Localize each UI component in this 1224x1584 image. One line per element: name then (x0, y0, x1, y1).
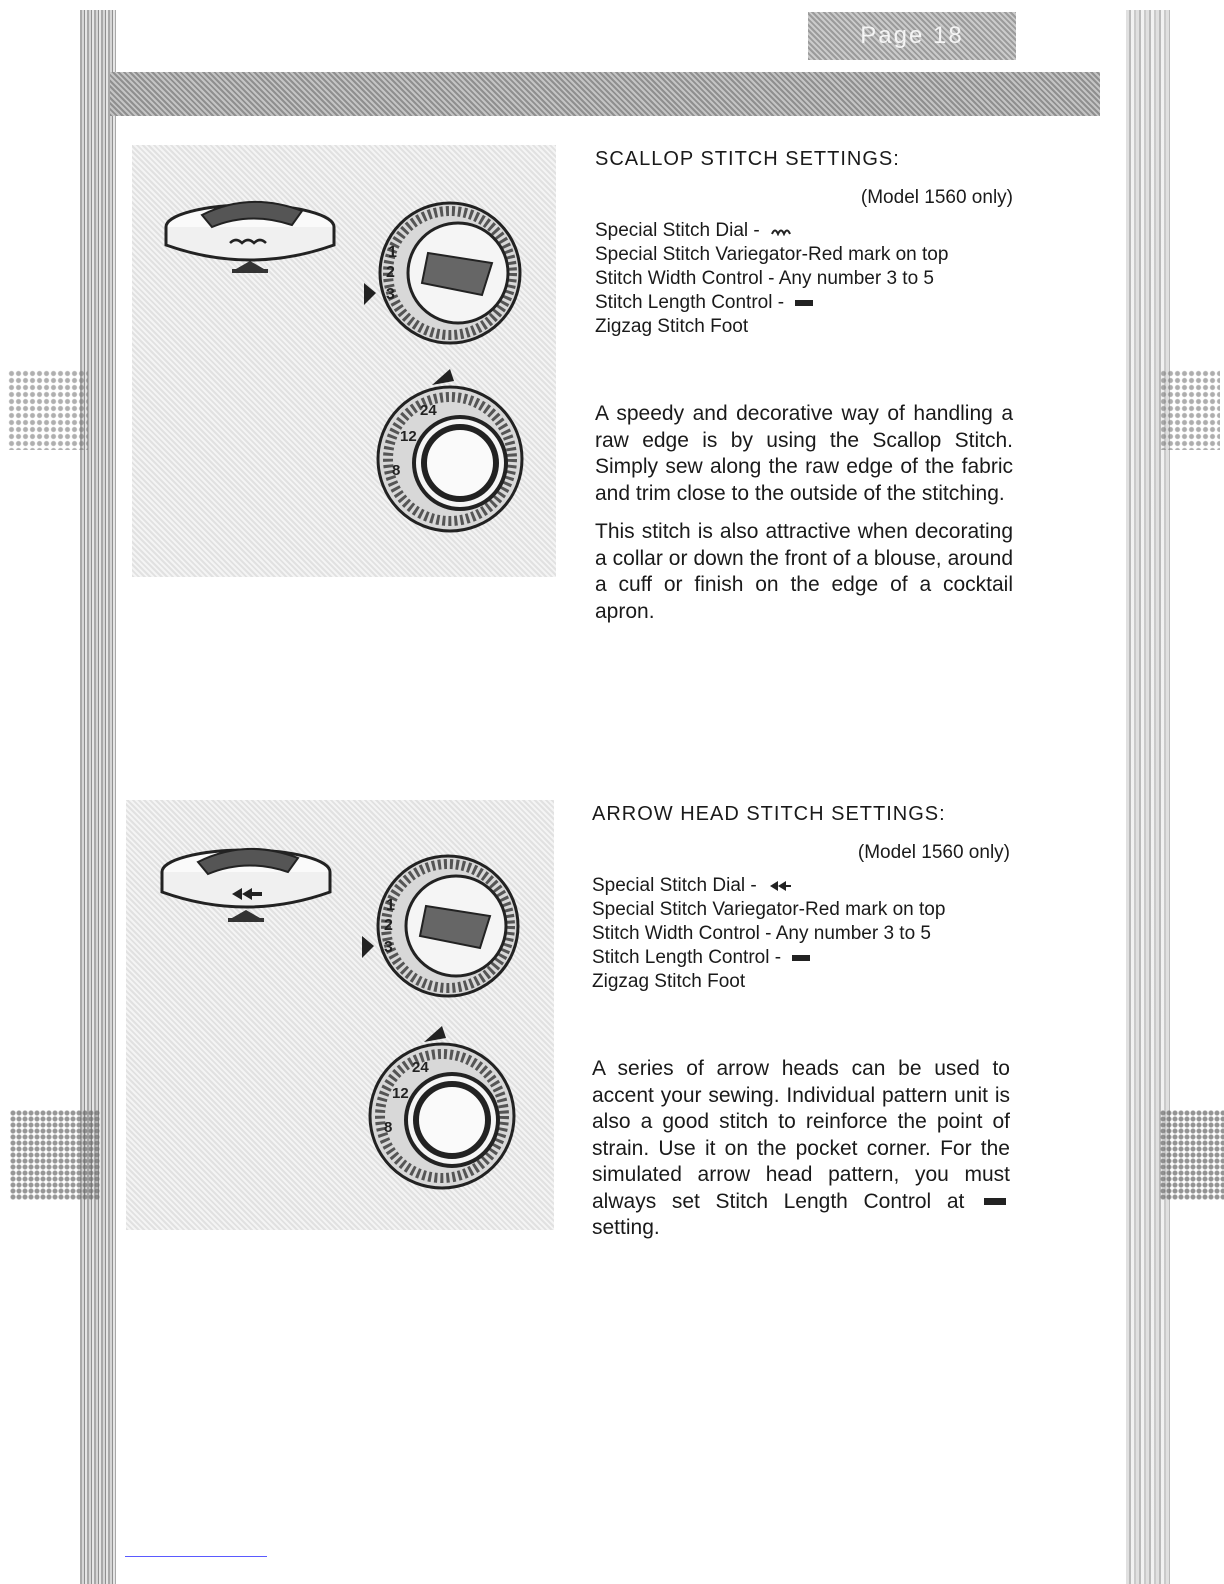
paragraph-text: A series of arrow heads can be used to accent your sewing. Individual pattern unit is also a good stitch to reinforce the point of strain. Use it on the pocket corner. For the simulated arrow head pattern, you must always set Stitch Length Control at (592, 1057, 1010, 1213)
stitch-length-dial-icon (378, 369, 522, 531)
setting-item: Special Stitch Variegator-Red mark on top (595, 244, 949, 265)
length-dial-number: 24 (420, 402, 437, 419)
model-note: (Model 1560 only) (860, 187, 1013, 208)
setting-item: Zigzag Stitch Foot (595, 316, 749, 337)
page-number: Page 18 (860, 22, 964, 49)
arrow-head-symbol-icon (768, 880, 792, 892)
length-dial-number: 8 (384, 1119, 393, 1136)
scallop-symbol-icon (771, 226, 793, 236)
bar-mark-icon (984, 1198, 1006, 1205)
setting-label: Stitch Length Control - (592, 947, 782, 968)
setting-label: Special Stitch Dial - (592, 875, 757, 896)
setting-label: Stitch Length Control - (595, 292, 785, 313)
setting-item: Stitch Width Control - Any number 3 to 5 (595, 268, 934, 289)
bar-mark-icon (795, 300, 813, 306)
scan-noise (10, 1110, 100, 1200)
setting-item: Zigzag Stitch Foot (592, 971, 746, 992)
body-paragraph (592, 1056, 1010, 1242)
scan-noise (8, 370, 88, 450)
section-heading: SCALLOP STITCH SETTINGS: (595, 148, 900, 170)
width-dial-number: 1 (388, 244, 397, 261)
special-stitch-dial-icon (162, 849, 330, 922)
length-dial-number: 24 (412, 1059, 429, 1076)
setting-item (592, 874, 1010, 898)
stitch-width-dial-icon (362, 856, 518, 996)
scan-noise (1160, 1110, 1224, 1200)
body-paragraph: A speedy and decorative way of handling a raw edge is by using the Scallop Stitch. Simply sew along the raw edge of the fabric and trim close to the outside of the stitching. (595, 402, 1013, 505)
paragraph-text: setting. (592, 1216, 660, 1239)
width-dial-number: 1 (386, 897, 395, 914)
length-dial-number: 12 (392, 1085, 409, 1102)
stitch-width-dial-icon (364, 203, 520, 343)
scan-edge-left (80, 10, 116, 1584)
bar-mark-icon (792, 955, 810, 961)
setting-item (595, 291, 1013, 315)
scallop-stitch-section (595, 148, 1013, 637)
scan-edge-right (1126, 10, 1170, 1584)
stitch-length-dial-icon (370, 1026, 514, 1188)
header-bar (110, 72, 1100, 116)
scan-line-artifact (125, 1556, 267, 1557)
arrow-head-settings-illustration (126, 800, 554, 1230)
settings-list (592, 874, 1010, 994)
section-heading: ARROW HEAD STITCH SETTINGS: (592, 803, 946, 825)
settings-list (595, 219, 1013, 339)
width-dial-number: 3 (386, 286, 395, 303)
setting-item (592, 946, 1010, 970)
setting-label: Special Stitch Dial - (595, 220, 760, 241)
setting-item: Stitch Width Control - Any number 3 to 5 (592, 923, 931, 944)
width-dial-number: 2 (384, 917, 393, 934)
scan-noise (1160, 370, 1220, 450)
scallop-settings-illustration (132, 145, 556, 577)
model-note: (Model 1560 only) (857, 842, 1010, 863)
length-dial-number: 8 (392, 462, 401, 479)
width-dial-number: 3 (384, 939, 393, 956)
special-stitch-dial-icon (166, 202, 334, 273)
setting-item (595, 219, 1013, 243)
dials-drawing (126, 800, 554, 1230)
page-number-tab (808, 12, 1016, 60)
arrow-head-stitch-section (592, 803, 1010, 1254)
dials-drawing (132, 145, 556, 577)
setting-item: Special Stitch Variegator-Red mark on top (592, 899, 946, 920)
length-dial-number: 12 (400, 428, 417, 445)
body-paragraph: This stitch is also attractive when decorating a collar or down the front of a blouse, around a cuff or finish on the edge of a cocktail apron. (595, 520, 1013, 623)
width-dial-number: 2 (386, 264, 395, 281)
